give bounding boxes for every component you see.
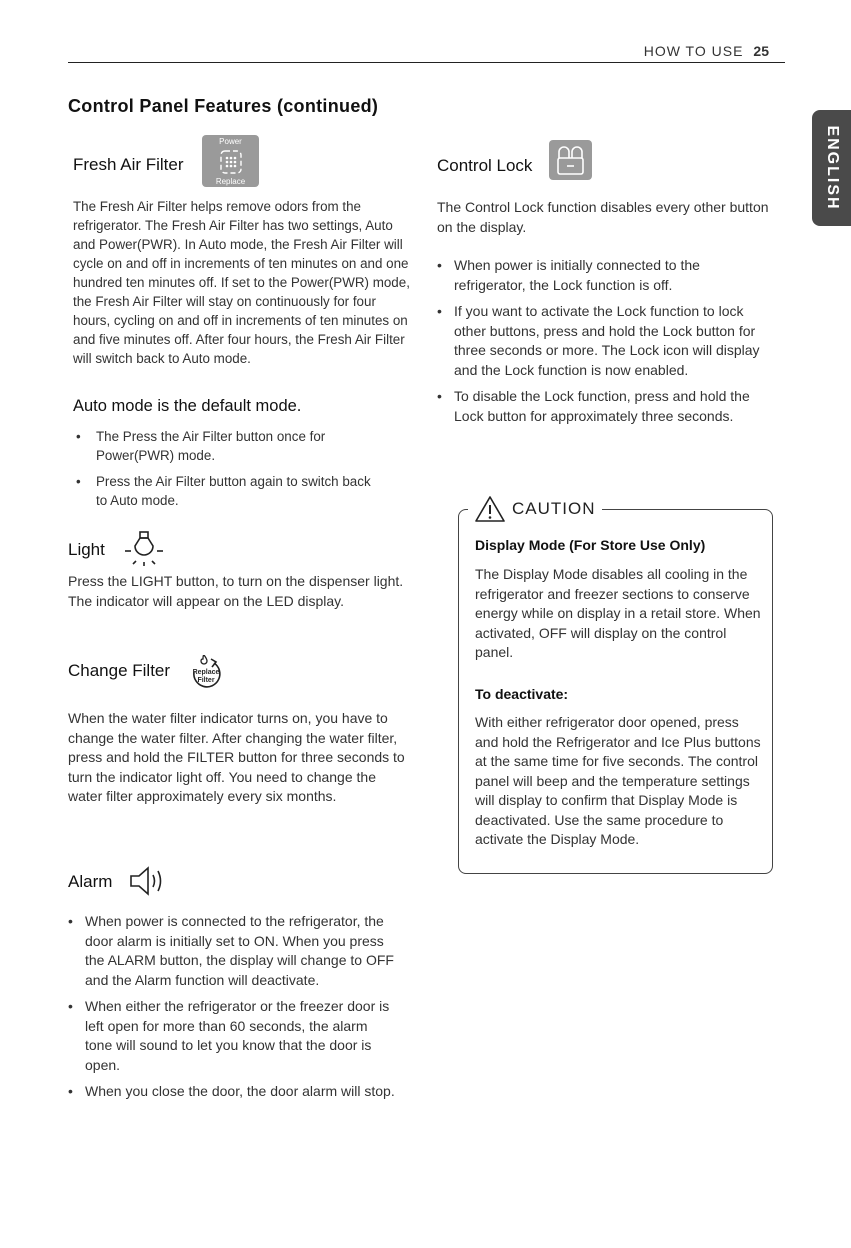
language-tab xyxy=(812,110,851,226)
list-item: • To disable the Lock function, press and hold the Lock button for approximately three seconds. xyxy=(437,387,772,426)
deactivate-heading: To deactivate: xyxy=(475,686,569,702)
replace-filter-icon-line1: Replace xyxy=(192,669,220,676)
list-item: • Press the Air Filter button again to switch back to Auto mode. xyxy=(76,472,376,510)
change-filter-body: When the water filter indicator turns on, you have to change the water filter. After changing the water filter, press and hold the FILTER button for three seconds to turn the indicator light off. You need to change the water filter approximately every six months. xyxy=(68,710,405,804)
warning-icon xyxy=(474,495,506,523)
list-item: • When power is initially connected to the refrigerator, the Lock function is off. xyxy=(437,256,772,295)
list-item: • If you want to activate the Lock function to lock other buttons, press and hold the Lock button for three seconds or more. The Lock icon will display and the Lock function is now enabled. xyxy=(437,302,772,380)
control-lock-heading: Control Lock xyxy=(437,156,533,175)
page-number: 25 xyxy=(753,43,769,59)
alarm-heading: Alarm xyxy=(68,872,113,891)
light-body: Press the LIGHT button, to turn on the dispenser light. The indicator will appear on the LED display. xyxy=(68,573,404,609)
header-rule xyxy=(68,62,785,63)
list-item: • When you close the door, the door alarm will stop. xyxy=(68,1082,398,1102)
control-lock-bullets xyxy=(437,256,772,433)
display-mode-body: The Display Mode disables all cooling in the refrigerator and freezer sections to conserve energy while on display in a retail store. When activated, OFF will display on the control panel. xyxy=(475,566,761,660)
list-item: • The Press the Air Filter button once for Power(PWR) mode. xyxy=(76,427,376,465)
control-lock-body: The Control Lock function disables every other button on the display. xyxy=(437,199,769,235)
fresh-air-filter-body: The Fresh Air Filter helps remove odors from the refrigerator. The Fresh Air Filter has two settings, Auto and Power(PWR). In Auto mode, the Fresh Air Filter will cycle on and off in increments of ten minutes on and one hundred ten minutes off. If set to the Power(PWR) mode, the Fresh Air Filter will stay on continuously for four hours, cycling on and off in increments of ten minutes on and five minutes off. After four hours, the Fresh Air Filter will switch back to Auto mode. xyxy=(73,199,410,366)
auto-mode-subheading: Auto mode is the default mode. xyxy=(73,397,302,415)
fresh-air-bullets xyxy=(76,427,376,517)
deactivate-body: With either refrigerator door opened, press and hold the Refrigerator and Ice Plus buttons at the same time for five seconds. The control panel will beep and the temperature settings will display to confirm that Display Mode is deactivated. Use the same procedure to activate the Display Mode. xyxy=(475,714,761,847)
replace-filter-icon xyxy=(186,655,228,693)
section-title: HOW TO USE xyxy=(643,43,744,59)
light-heading: Light xyxy=(68,540,105,559)
language-tab-label: ENGLISH xyxy=(823,125,841,211)
air-filter-icon-power: Power xyxy=(219,137,242,146)
fresh-air-filter-heading: Fresh Air Filter xyxy=(73,155,184,174)
air-filter-icon-replace: Replace xyxy=(215,177,246,186)
caution-title: CAUTION xyxy=(512,499,596,518)
list-item: • When either the refrigerator or the freezer door is left open for more than 60 seconds, the alarm tone will sound to let you know that the door is open. xyxy=(68,997,398,1075)
display-mode-heading: Display Mode (For Store Use Only) xyxy=(475,537,706,553)
alarm-bullets xyxy=(68,912,398,1109)
caution-label xyxy=(468,495,602,523)
page-header xyxy=(644,43,769,59)
air-filter-icon xyxy=(202,135,259,187)
speaker-icon xyxy=(128,864,168,898)
change-filter-heading: Change Filter xyxy=(68,661,171,680)
light-bulb-icon xyxy=(123,530,165,566)
list-item: • When power is connected to the refrigerator, the door alarm is initially set to ON. When you press the ALARM button, the display will change to OFF and the Alarm function will deactivate. xyxy=(68,912,398,990)
replace-filter-icon-line2: Filter xyxy=(197,677,215,684)
page-title: Control Panel Features (continued) xyxy=(68,96,379,116)
lock-icon xyxy=(549,140,592,180)
